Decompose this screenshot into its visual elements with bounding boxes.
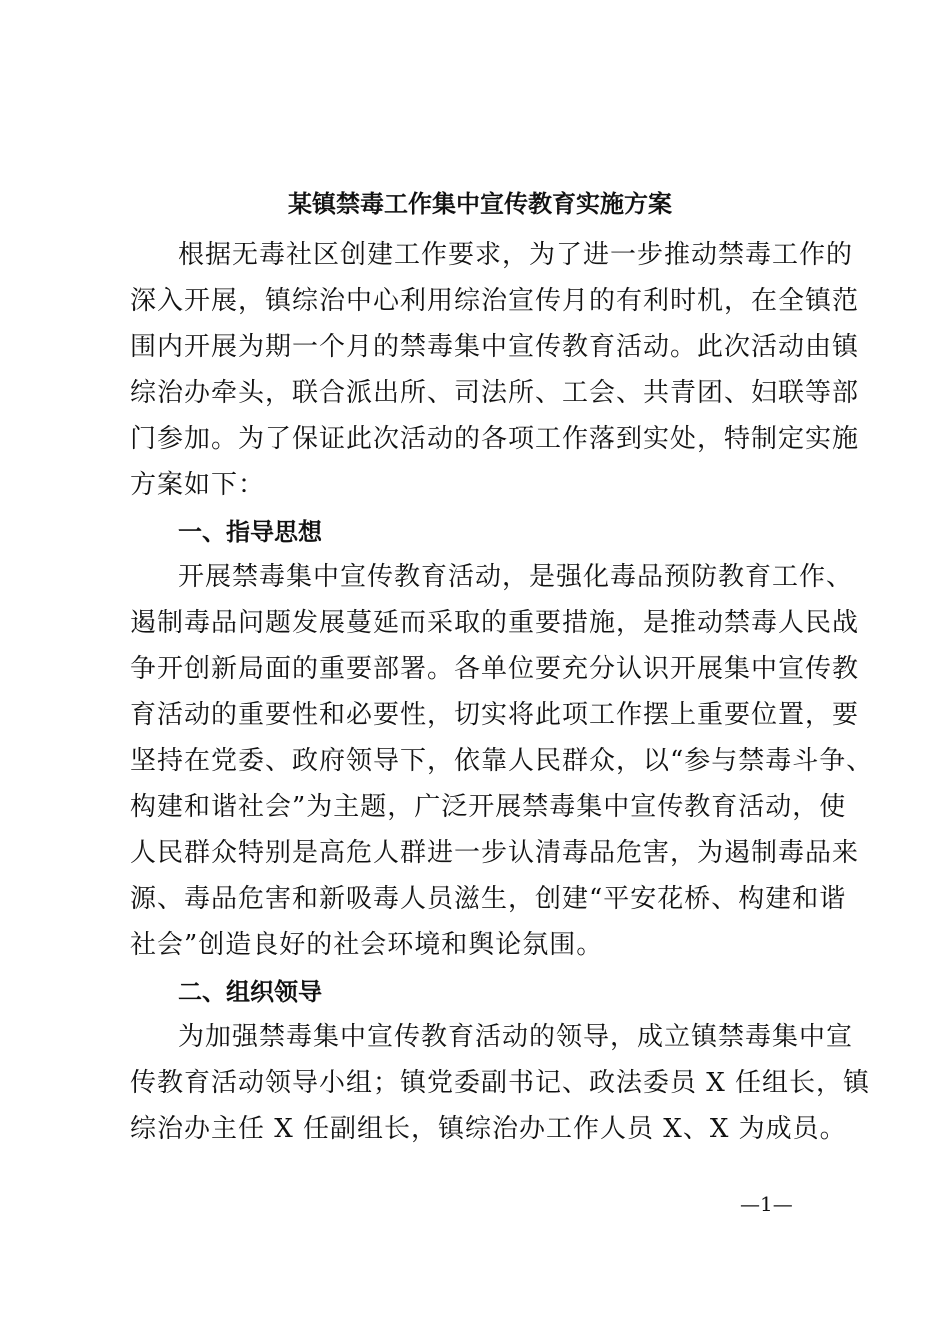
paragraph-line: 育活动的重要性和必要性，切实将此项工作摆上重要位置，要 — [130, 700, 860, 730]
paragraph-line: 坚持在党委、政府领导下，依靠人民群众，以“参与禁毒斗争、 — [130, 746, 874, 776]
section-heading: 一、指导思想 — [178, 518, 322, 546]
paragraph-line: 综治办牵头，联合派出所、司法所、工会、共青团、妇联等部 — [130, 378, 860, 408]
page-number: —1— — [740, 1192, 793, 1216]
paragraph-line: 构建和谐社会”为主题，广泛开展禁毒集中宣传教育活动，使 — [130, 792, 847, 822]
paragraph-line: 围内开展为期一个月的禁毒集中宣传教育活动。此次活动由镇 — [130, 332, 860, 362]
paragraph-line: 方案如下： — [130, 470, 266, 500]
paragraph-line: 门参加。为了保证此次活动的各项工作落到实处，特制定实施 — [130, 424, 860, 454]
paragraph-line: 社会”创造良好的社会环境和舆论氛围。 — [130, 930, 604, 960]
paragraph-line: 综治办主任 X 任副组长，镇综治办工作人员 X、X 为成员。 — [130, 1114, 847, 1144]
paragraph-line: 根据无毒社区创建工作要求，为了进一步推动禁毒工作的 — [178, 240, 854, 270]
paragraph-line: 争开创新局面的重要部署。各单位要充分认识开展集中宣传教 — [130, 654, 860, 684]
document-title: 某镇禁毒工作集中宣传教育实施方案 — [288, 189, 672, 218]
paragraph-line: 开展禁毒集中宣传教育活动，是强化毒品预防教育工作、 — [178, 562, 854, 592]
paragraph-line: 深入开展，镇综治中心利用综治宣传月的有利时机，在全镇范 — [130, 286, 860, 316]
paragraph-line: 人民群众特别是高危人群进一步认清毒品危害，为遏制毒品来 — [130, 838, 860, 868]
paragraph-line: 源、毒品危害和新吸毒人员滋生，创建“平安花桥、构建和谐 — [130, 884, 847, 914]
paragraph-line: 传教育活动领导小组；镇党委副书记、政法委员 X 任组长，镇 — [130, 1068, 871, 1098]
paragraph-line: 为加强禁毒集中宣传教育活动的领导，成立镇禁毒集中宣 — [178, 1022, 854, 1052]
paragraph-line: 遏制毒品问题发展蔓延而采取的重要措施，是推动禁毒人民战 — [130, 608, 860, 638]
section-heading: 二、组织领导 — [178, 978, 322, 1006]
